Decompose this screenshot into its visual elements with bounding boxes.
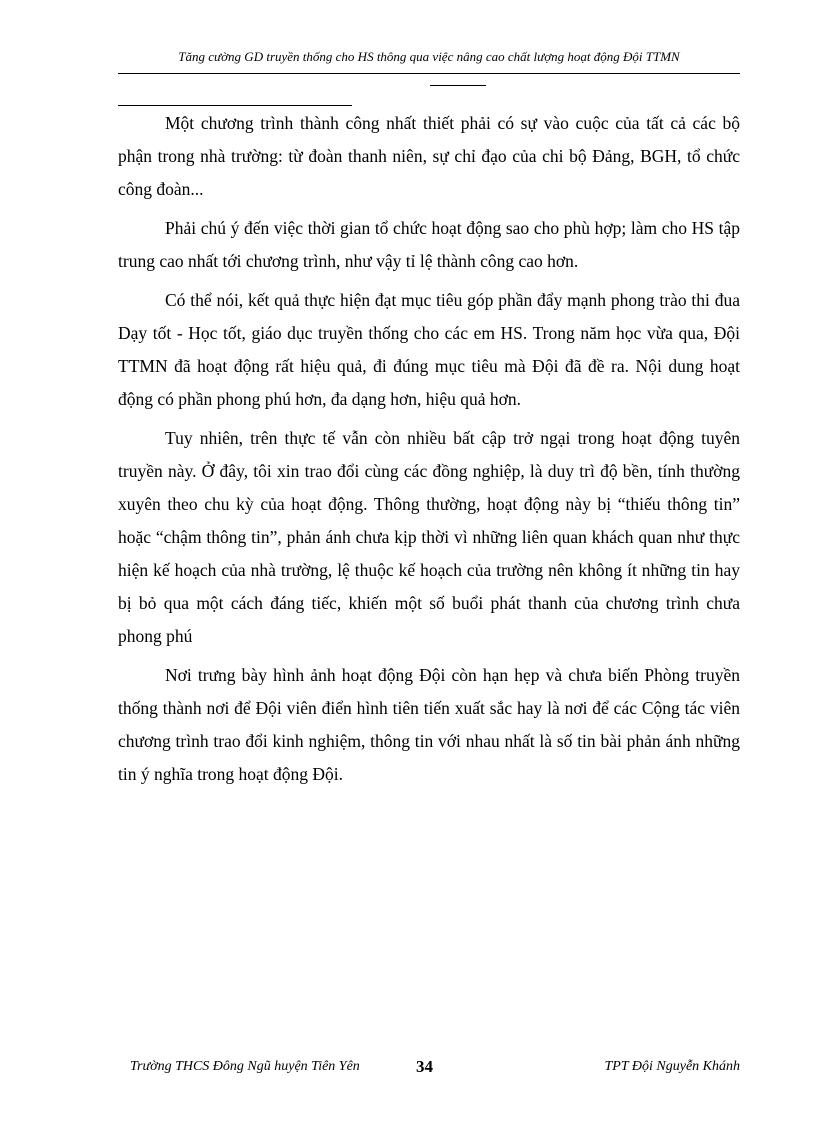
footer-school: Trường THCS Đông Ngũ huyện Tiên Yên — [130, 1059, 360, 1074]
header-short-rule — [430, 85, 486, 86]
body-paragraph: Có thể nói, kết quả thực hiện đạt mục tiêu góp phần đẩy mạnh phong trào thi đua Dạy tốt - Học tốt, giáo dục truyền thống cho các em HS. Trong năm học vừa qua, Đội TTMN đã hoạt động rất hiệu quả, đi đúng mục tiêu mà Đội đã đề ra. Nội dung hoạt động có phần phong phú hơn, đa dạng hơn, hiệu quả hơn. — [118, 290, 740, 409]
page-footer — [118, 1055, 740, 1079]
body-paragraph: Một chương trình thành công nhất thiết phải có sự vào cuộc của tất cả các bộ phận trong nhà trường: từ đoàn thanh niên, sự chỉ đạo của chi bộ Đảng, BGH, tổ chức công đoàn... — [118, 113, 740, 199]
header-left-rule — [118, 105, 352, 106]
body-paragraph: Phải chú ý đến việc thời gian tổ chức hoạt động sao cho phù hợp; làm cho HS tập trung cao nhất tới chương trình, như vậy tỉ lệ thành công cao hơn. — [118, 218, 740, 271]
page-body — [118, 107, 740, 797]
footer-author: TPT Đội Nguyễn Khánh — [604, 1059, 740, 1074]
body-paragraph: Nơi trưng bày hình ảnh hoạt động Đội còn hạn hẹp và chưa biến Phòng truyền thống thành nơi để Đội viên điển hình tiên tiến xuất sắc hay là nơi để các Cộng tác viên chương trình trao đổi kinh nghiệm, thông tin với nhau nhất là số tin bài phản ánh những tin ý nghĩa trong hoạt động Đội. — [118, 665, 740, 784]
page-number: 34 — [416, 1057, 433, 1076]
running-header-title: Tăng cường GD truyền thống cho HS thông qua việc nâng cao chất lượng hoạt động Đội TTMN — [178, 49, 680, 64]
body-paragraph: Tuy nhiên, trên thực tế vẫn còn nhiều bất cập trở ngại trong hoạt động tuyên truyền này. Ở đây, tôi xin trao đổi cùng các đồng nghiệp, là duy trì độ bền, tính thường xuyên theo chu kỳ của hoạt động. Thông thường, hoạt động này bị “thiếu thông tin” hoặc “chậm thông tin”, phản ánh chưa kịp thời vì những liên quan khách quan như thực hiện kế hoạch của nhà trường, lệ thuộc kế hoạch của trường nên không ít những tin hay bị bỏ qua một cách đáng tiếc, khiến một số buổi phát thanh của chương trình chưa phong phú — [118, 428, 740, 646]
header-rule — [118, 73, 740, 74]
